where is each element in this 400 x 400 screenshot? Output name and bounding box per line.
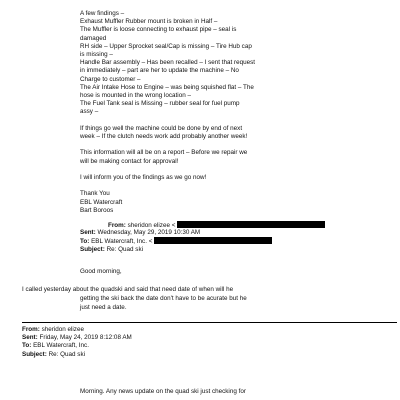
from-label: From: bbox=[22, 326, 40, 333]
email1-body-line: I called yesterday about the quadski and said that need date of when will he bbox=[22, 286, 234, 293]
from-value: sheridon elizee bbox=[41, 326, 84, 333]
redacted-email-address bbox=[154, 237, 272, 244]
to-label: To: bbox=[22, 342, 32, 350]
email1-body-line: just need a date. bbox=[80, 304, 127, 311]
subject-label: Subject: bbox=[22, 350, 47, 358]
body-text-line: is missing – bbox=[80, 51, 113, 59]
subject-label: Subject: bbox=[80, 245, 105, 253]
body-text-line: week – If the clutch needs work add probably another week! bbox=[80, 133, 248, 141]
body-text-line: Thank You bbox=[80, 190, 110, 198]
body-text-line: The Fuel Tank seal is Missing – rubber seal for fuel pump bbox=[80, 100, 240, 108]
body-text-line: RH side – Upper Sprocket seal/Cap is missing – Tire Hub cap bbox=[80, 42, 252, 50]
body-text-line: This information will all be on a report – Before we repair we bbox=[80, 149, 248, 157]
blank-line bbox=[80, 117, 380, 125]
body-text-line: Exhaust Muffler Rubber mount is broken in Half – bbox=[80, 18, 218, 26]
redacted-email-address bbox=[177, 221, 325, 228]
from-value: sheridon elizee < bbox=[127, 222, 176, 229]
sent-label: Sent: bbox=[22, 334, 38, 342]
email1-body-line: getting the ski back the date don't have to be acurate but he bbox=[80, 295, 247, 302]
body-text-line: Handle Bar assembly – Has been recalled – I sent that request bbox=[80, 59, 256, 67]
email2-partial-line: Morning. Any news update on the quad ski just checking for bbox=[80, 388, 246, 395]
body-text-line: will be making contact for approval! bbox=[80, 157, 179, 165]
to-value: EBL Watercraft, Inc. bbox=[33, 342, 89, 350]
body-text-line: in immediately – part are her to update the machine – No bbox=[80, 67, 239, 75]
blank-line bbox=[80, 182, 380, 190]
blank-line bbox=[80, 166, 380, 174]
findings-body bbox=[80, 10, 380, 215]
sent-value: Friday, May 24, 2019 8:12:08 AM bbox=[39, 334, 132, 342]
blank-line bbox=[80, 141, 380, 149]
subject-value: Re: Quad ski bbox=[48, 350, 85, 358]
body-text-line: The Air Intake Hose to Engine – was being squished flat – The bbox=[80, 83, 254, 91]
sent-value: Wednesday, May 29, 2019 10:30 AM bbox=[97, 229, 201, 237]
body-text-line: Charge to customer – bbox=[80, 75, 141, 83]
body-text-line: EBL Watercraft bbox=[80, 198, 123, 206]
greeting: Good morning, bbox=[80, 268, 122, 275]
body-text-line: If things go well the machine could be done by end of next bbox=[80, 124, 243, 132]
subject-value: Re: Quad ski bbox=[106, 245, 143, 253]
body-text-line: The Muffler is loose connecting to exhaust pipe – seal is bbox=[80, 26, 237, 34]
to-value: EBL Watercraft, Inc. < bbox=[91, 238, 153, 246]
email-separator bbox=[22, 322, 397, 323]
from-label: From: bbox=[108, 222, 126, 229]
email-header-2 bbox=[22, 326, 132, 359]
body-text-line: damaged bbox=[80, 34, 107, 42]
body-text-line: assy – bbox=[80, 108, 99, 116]
sent-label: Sent: bbox=[80, 229, 96, 237]
body-text-line: hose is mounted in the wrong location – bbox=[80, 92, 191, 100]
body-text-line: I will inform you of the findings as we go now! bbox=[80, 174, 207, 182]
body-text-line: A few findings – bbox=[80, 10, 125, 17]
body-text-line: Bart Boroos bbox=[80, 206, 114, 214]
to-label: To: bbox=[80, 238, 90, 246]
email-header-1 bbox=[80, 221, 325, 254]
